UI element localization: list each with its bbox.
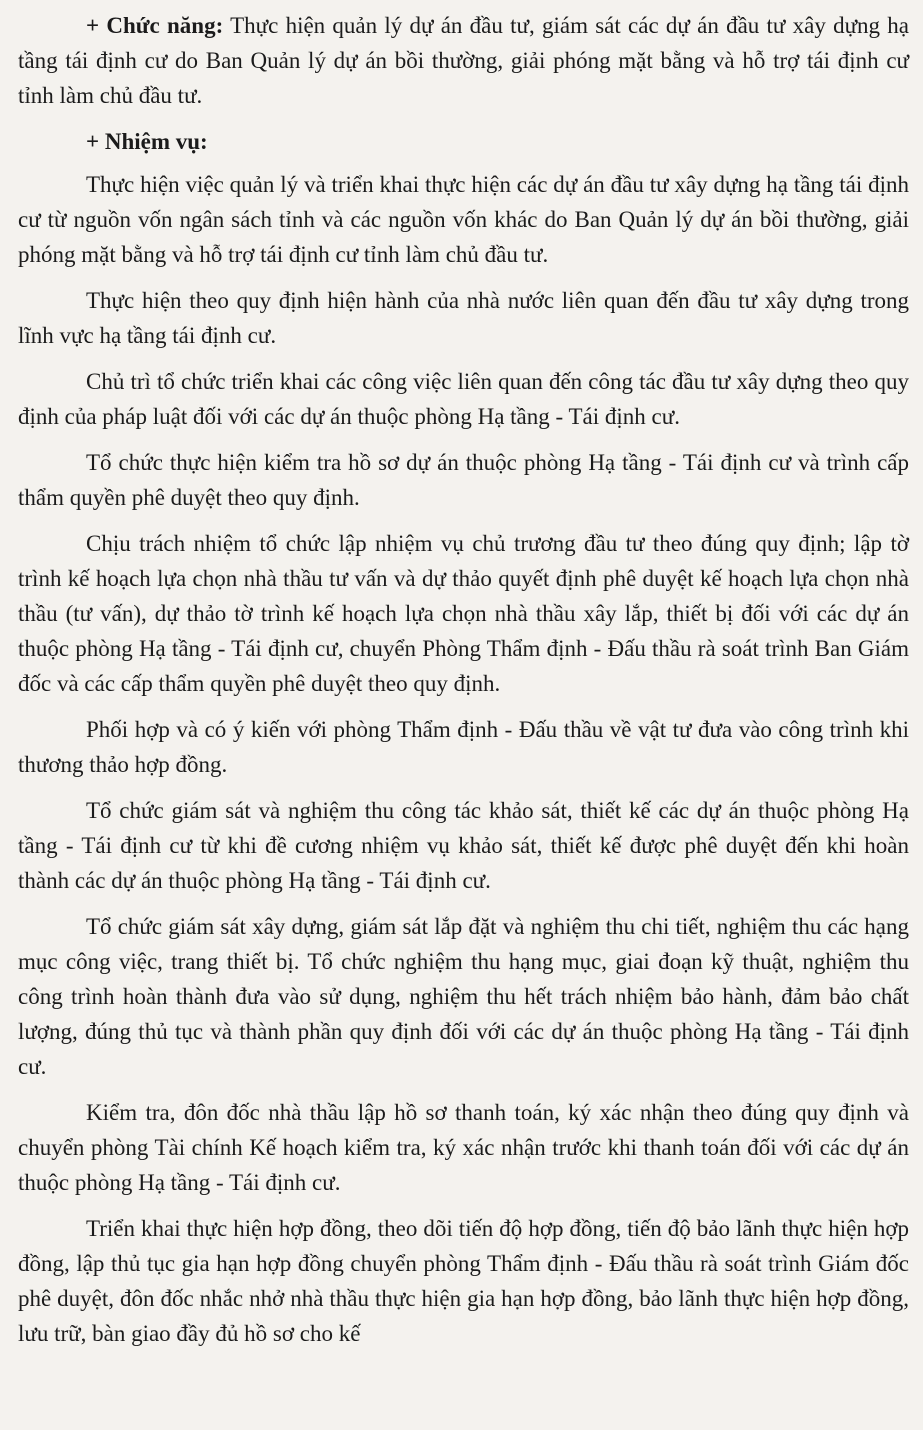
function-text: Thực hiện quản lý dự án đầu tư, giám sát các dự án đầu tư xây dựng hạ tầng tái định cư do Ban Quản lý dự án bồi thường, giải phóng mặt bằng và hỗ trợ tái định cư tỉnh làm chủ đầu tư. [18,13,910,108]
duty-paragraph-4: Tổ chức thực hiện kiểm tra hồ sơ dự án thuộc phòng Hạ tầng - Tái định cư và trình cấp thẩm quyền phê duyệt theo quy định. [18,450,909,510]
duty-label: + Nhiệm vụ: [86,129,208,154]
duty-heading [18,124,909,159]
function-paragraph [18,8,909,113]
duty-paragraph-1: Thực hiện việc quản lý và triển khai thực hiện các dự án đầu tư xây dựng hạ tầng tái định cư từ nguồn vốn ngân sách tỉnh và các nguồn vốn khác do Ban Quản lý dự án bồi thường, giải phóng mặt bằng và hỗ trợ tái định cư tỉnh làm chủ đầu tư. [18,172,909,267]
duty-paragraph-5: Chịu trách nhiệm tổ chức lập nhiệm vụ chủ trương đầu tư theo đúng quy định; lập tờ trình kế hoạch lựa chọn nhà thầu tư vấn và dự thảo quyết định phê duyệt kế hoạch lựa chọn nhà thầu (tư vấn), dự thảo tờ trình kế hoạch lựa chọn nhà thầu xây lắp, thiết bị đối với các dự án thuộc phòng Hạ tầng - Tái định cư, chuyển Phòng Thẩm định - Đấu thầu rà soát trình Ban Giám đốc và các cấp thẩm quyền phê duyệt theo quy định. [18,531,909,696]
duty-paragraph-8: Tổ chức giám sát xây dựng, giám sát lắp đặt và nghiệm thu chi tiết, nghiệm thu các hạng mục công việc, trang thiết bị. Tổ chức nghiệm thu hạng mục, giai đoạn kỹ thuật, nghiệm thu công trình hoàn thành đưa vào sử dụng, nghiệm thu hết trách nhiệm bảo hành, đảm bảo chất lượng, đúng thủ tục và thành phần quy định đối với các dự án thuộc phòng Hạ tầng - Tái định cư. [18,914,909,1079]
duty-paragraph-9: Kiểm tra, đôn đốc nhà thầu lập hồ sơ thanh toán, ký xác nhận theo đúng quy định và chuyển phòng Tài chính Kế hoạch kiểm tra, ký xác nhận trước khi thanh toán đối với các dự án thuộc phòng Hạ tầng - Tái định cư. [18,1100,909,1195]
function-label: + Chức năng: [86,13,224,38]
duty-paragraph-7: Tổ chức giám sát và nghiệm thu công tác khảo sát, thiết kế các dự án thuộc phòng Hạ tầng - Tái định cư từ khi đề cương nhiệm vụ khảo sát, thiết kế được phê duyệt đến khi hoàn thành các dự án thuộc phòng Hạ tầng - Tái định cư. [18,798,909,893]
duty-paragraph-2: Thực hiện theo quy định hiện hành của nhà nước liên quan đến đầu tư xây dựng trong lĩnh vực hạ tầng tái định cư. [18,288,909,348]
duty-paragraph-6: Phối hợp và có ý kiến với phòng Thẩm định - Đấu thầu về vật tư đưa vào công trình khi thương thảo hợp đồng. [18,717,909,777]
duty-paragraph-10: Triển khai thực hiện hợp đồng, theo dõi tiến độ hợp đồng, tiến độ bảo lãnh thực hiện hợp đồng, lập thủ tục gia hạn hợp đồng chuyển phòng Thẩm định - Đấu thầu rà soát trình Giám đốc phê duyệt, đôn đốc nhắc nhở nhà thầu thực hiện gia hạn hợp đồng, bảo lãnh thực hiện hợp đồng, lưu trữ, bàn giao đầy đủ hồ sơ cho kế [18,1216,909,1346]
duty-paragraph-3: Chủ trì tổ chức triển khai các công việc liên quan đến công tác đầu tư xây dựng theo quy định của pháp luật đối với các dự án thuộc phòng Hạ tầng - Tái định cư. [18,369,909,429]
